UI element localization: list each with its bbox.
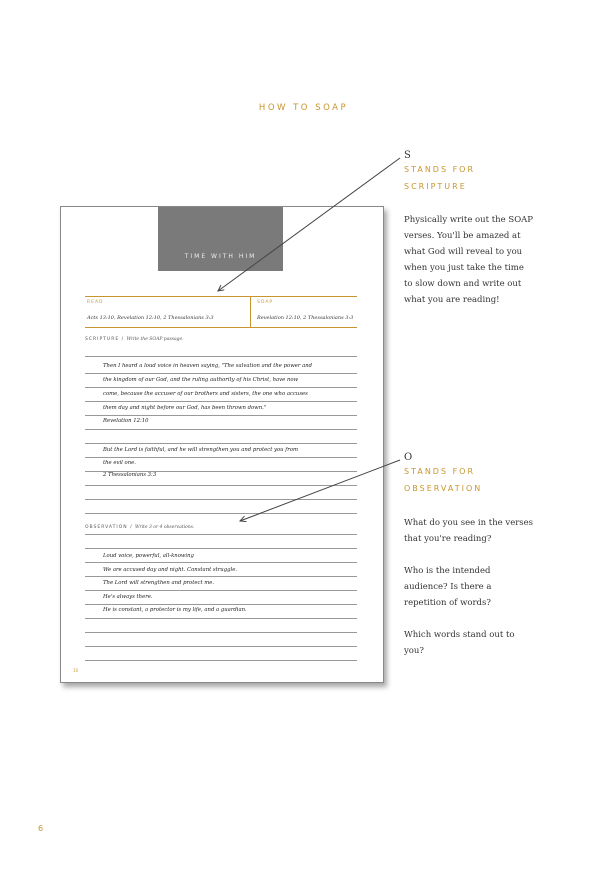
section-o-paragraph: Who is the intended audience? Is there a repetition of words?: [404, 566, 492, 608]
arrow-o: [240, 460, 400, 521]
read-label: READ: [87, 300, 104, 305]
scripture-line: come, because the accuser of our brothers and sisters, the one who accuses: [103, 391, 308, 397]
label-slash: /: [121, 337, 127, 342]
label-slash: /: [130, 525, 136, 530]
section-o-paragraph: Which words stand out to you?: [404, 630, 515, 656]
page-number: 6: [38, 824, 44, 833]
observation-line: The Lord will strengthen and protect me.: [103, 580, 215, 586]
scripture-line: But the Lord is faithful, and he will strengthen you and protect you from: [103, 447, 298, 453]
scripture-hint: Write the SOAP passage.: [126, 337, 184, 342]
arrow-s: [218, 158, 400, 291]
scripture-line: the kingdom of our God, and the ruling authority of his Christ, have now: [103, 377, 299, 383]
observation-line: He's always there.: [103, 594, 153, 600]
scripture-line: 2 Thessalonians 3:3: [103, 472, 157, 478]
observation-line: He is constant, a protector is my life, and a guardian.: [103, 607, 247, 613]
soap-label: SOAP: [257, 300, 274, 305]
section-s-letter: S: [404, 150, 411, 161]
observation-label: OBSERVATION: [85, 525, 128, 530]
page-heading: HOW TO SOAP: [258, 103, 349, 113]
stands-for-line: OBSERVATION: [404, 484, 483, 493]
stands-for-line: SCRIPTURE: [404, 182, 467, 191]
soap-text: Revelation 12:10, 2 Thessalonians 3:3: [257, 315, 354, 321]
scripture-line: the evil one.: [103, 460, 136, 466]
read-text: Acts 13:10, Revelation 12:10, 2 Thessalonians 3:3: [87, 315, 214, 321]
section-o-paragraph: What do you see in the verses that you're reading?: [404, 518, 534, 544]
section-o-letter: O: [404, 452, 413, 463]
section-s-paragraph: Physically write out the SOAP verses. You'll be amazed at what God will reveal to you when you just take the time to slow down and write out what you are reading!: [404, 215, 534, 305]
section-s-stands-for: [404, 161, 475, 195]
section-o-stands-for: [404, 463, 482, 497]
stands-for-line: STANDS FOR: [404, 467, 476, 476]
observation-line: Loud voice, powerful, all-knowing: [103, 553, 194, 559]
observation-line: We are accused day and night. Constant struggle.: [103, 567, 238, 573]
sample-title-box: TIME WITH HIM: [158, 207, 283, 271]
scripture-line: Then I heard a loud voice in heaven saying, "The salvation and the power and: [103, 363, 313, 369]
stands-for-line: STANDS FOR: [404, 165, 476, 174]
sample-page-number: 10: [73, 668, 79, 673]
observation-hint: Write 3 or 4 observations.: [135, 525, 195, 530]
scripture-label: SCRIPTURE: [85, 337, 120, 342]
scripture-line: them day and night before our God, has been thrown down.": [103, 405, 267, 411]
scripture-line: Revelation 12:10: [103, 418, 149, 424]
